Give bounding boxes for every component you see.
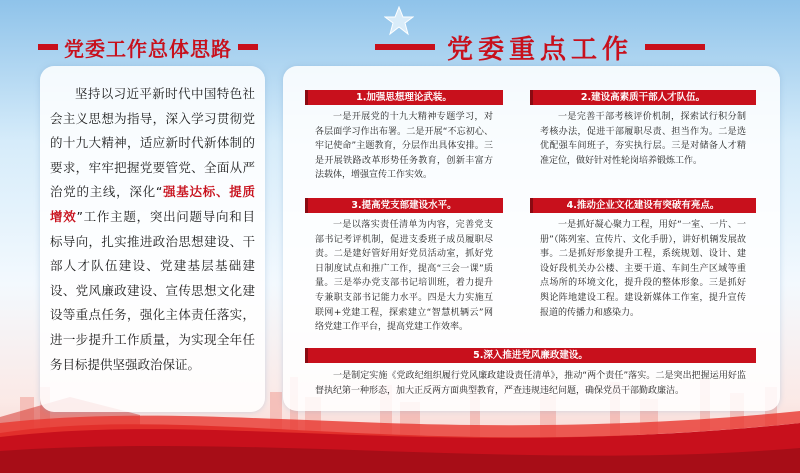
title-bar-decoration [238, 44, 258, 50]
section-4 [530, 198, 756, 320]
section-5-title: 5.深入推进党风廉政建设。 [305, 348, 756, 363]
section-2-body: 一是完善干部考核评价机制，探索试行积分制考核办法，促进干部履职尽责、担当作为。二是选优配强车间班子，夯实执行层。三是对储备人才精准定位，做好针对性轮岗培养锻炼工作。 [540, 112, 746, 166]
left-text-part1: 坚持以习近平新时代中国特色社会主义思想为指导，深入学习贯彻党的十九大精神，适应新时代新体制的要求，牢牢把握党要管党、全面从严治党的主线，深化“ [50, 86, 255, 200]
section-3 [305, 198, 503, 335]
section-3-body: 一是以落实责任清单为内容，完善党支部书记考评机制，促进支委班子成员履职尽责。二是建好管好用好党员活动室，抓好党日制度试点和推广工作，提高“三会一课”质量。三是举办党支部书记培训班，着力提升专兼职支部书记能力水平。四是大力实施互联网+党建工程，探索建立“智慧机辆云”网络党建工作平台，提高党建工作效率。 [315, 220, 493, 333]
title-bar-decoration [38, 44, 58, 50]
right-title-text: 党委重点工作 [446, 34, 633, 65]
section-1 [305, 90, 503, 183]
left-title-text: 党委工作总体思路 [64, 36, 232, 61]
section-1-body: 一是开展党的十九大精神专题学习，对各层面学习作出布署。二是开展“不忘初心、牢记使命”主题教育，分层作出具体安排。三是开展铁路改革形势任务教育，创新丰富方法载体，增强宣传工作实效。 [315, 112, 493, 181]
overall-thinking-text [50, 82, 255, 377]
section-5-body: 一是制定实施《党政纪组织履行党风廉政建设责任清单》，推动“两个责任”落实。二是突出把握运用好监督执纪第一种形态，加大正反两方面典型教育，严查违规违纪问题，确保党员干部勤政廉洁。 [315, 371, 746, 396]
section-2-title: 2.建设高素质干部人才队伍。 [530, 90, 756, 105]
section-4-title: 4.推动企业文化建设有突破有亮点。 [530, 198, 756, 213]
left-text-highlight: 强基达标、提质增效 [50, 184, 255, 224]
right-section-title [300, 30, 780, 64]
section-5 [305, 348, 756, 398]
section-4-body: 一是抓好凝心聚力工程，用好“一室、一片、一册”（陈列室、宣传片、文化手册），讲好机辆发展故事。二是抓好形象提升工程，系统规划、设计、建设好段机关办公楼、主要干道、车间生产区域等重点场所的环境文化，提升段的整体形象。三是抓好舆论阵地建设工程。建设新媒体工作室，提升宣传报道的传播力和感染力。 [540, 220, 746, 318]
left-panel [40, 66, 265, 412]
title-bar-decoration [375, 44, 435, 50]
left-text-part2: ”工作主题，突出问题导向和目标导向，扎实推进政治思想建设、干部人才队伍建设、党建基层基础建设、党风廉政建设、宣传思想文化建设等重点任务，强化主体责任落实，进一步提升工作质量，为实现全年任务目标提供坚强政治保证。 [50, 208, 255, 372]
section-3-title: 3.提高党支部建设水平。 [305, 198, 503, 213]
section-2 [530, 90, 756, 168]
left-section-title [32, 30, 264, 64]
title-bar-decoration [645, 44, 705, 50]
section-1-title: 1.加强思想理论武装。 [305, 90, 503, 105]
